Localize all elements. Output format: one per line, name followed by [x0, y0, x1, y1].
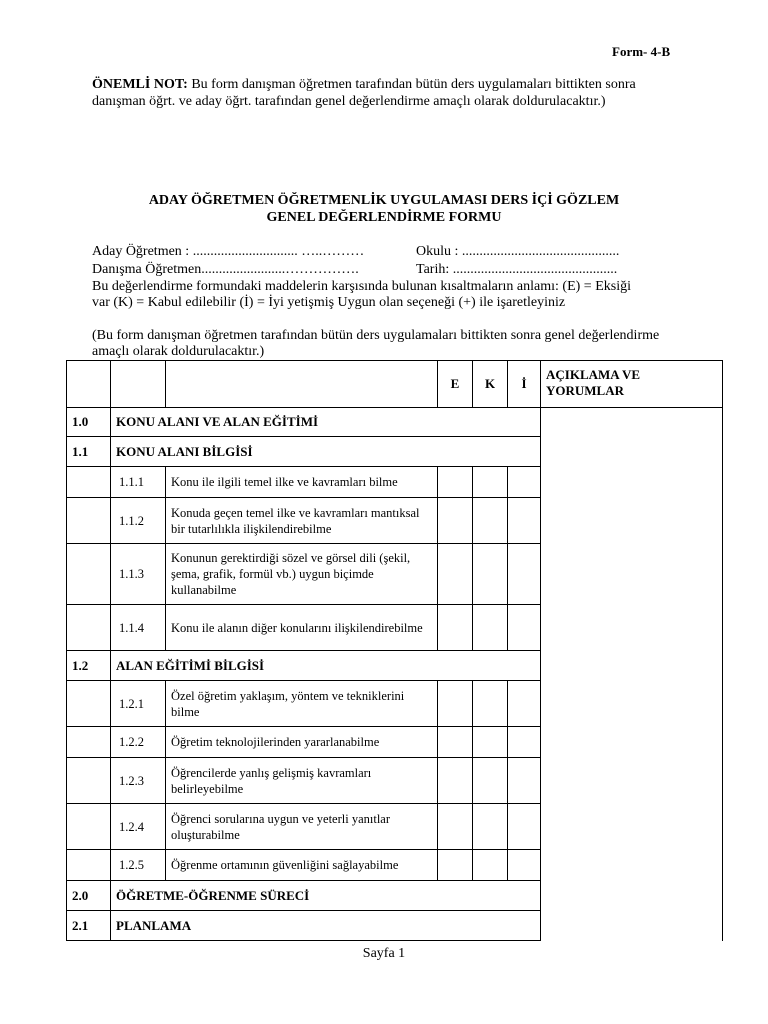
header-k: K [473, 361, 508, 408]
item-number: 1.2.2 [111, 727, 166, 758]
item-text: Konuda geçen temel ilke ve kavramları mantıksal bir tutarlılıkla ilişkilendirebilme [166, 498, 438, 544]
form-code: Form- 4-B [612, 44, 671, 59]
row-spacer [67, 850, 111, 881]
subsection-number: 1.1 [67, 437, 111, 467]
header-empty-2 [111, 361, 166, 408]
checkbox-e[interactable] [438, 605, 473, 651]
checkbox-i[interactable] [508, 681, 541, 727]
row-spacer [67, 467, 111, 498]
checkbox-e[interactable] [438, 681, 473, 727]
checkbox-k[interactable] [473, 758, 508, 804]
tarih-field: Tarih: ............................................... [416, 262, 618, 277]
item-text: Konu ile alanın diğer konularını ilişkilendirebilme [166, 605, 438, 651]
checkbox-i[interactable] [508, 804, 541, 850]
checkbox-e[interactable] [438, 544, 473, 605]
item-text: Öğretim teknolojilerinden yararlanabilme [166, 727, 438, 758]
note-label: ÖNEMLİ NOT: [92, 77, 188, 92]
header-empty-1 [67, 361, 111, 408]
checkbox-k[interactable] [473, 727, 508, 758]
checkbox-e[interactable] [438, 804, 473, 850]
item-text: Öğrencilerde yanlış gelişmiş kavramları belirleyebilme [166, 758, 438, 804]
subsection-number: 2.1 [67, 911, 111, 941]
item-number: 1.2.4 [111, 804, 166, 850]
checkbox-k[interactable] [473, 544, 508, 605]
abbreviation-explanation: Bu değerlendirme formundaki maddelerin karşısında bulunan kısaltmaların anlamı: (E) = Eksiği var (K) = Kabul edilebilir (İ) = İyi yetişmiş Uygun olan seçeneği (+) ile işaretleyiniz [92, 279, 631, 310]
checkbox-i[interactable] [508, 850, 541, 881]
evaluation-table [66, 360, 723, 941]
form-usage-note: (Bu form danışman öğretmen tarafından bütün ders uygulamaları bittikten sonra genel değerlendirme amaçlı olarak doldurulacaktır.) [92, 328, 660, 359]
header-comments: AÇIKLAMA VE YORUMLAR [541, 361, 723, 408]
row-spacer [67, 605, 111, 651]
item-text: Öğrenme ortamının güvenliğini sağlayabilme [166, 850, 438, 881]
header-e: E [438, 361, 473, 408]
checkbox-i[interactable] [508, 544, 541, 605]
section-row [67, 408, 723, 437]
item-number: 1.1.1 [111, 467, 166, 498]
checkbox-e[interactable] [438, 758, 473, 804]
subsection-title: PLANLAMA [111, 911, 541, 941]
checkbox-i[interactable] [508, 467, 541, 498]
item-number: 1.1.3 [111, 544, 166, 605]
checkbox-i[interactable] [508, 758, 541, 804]
section-title: KONU ALANI VE ALAN EĞİTİMİ [111, 408, 541, 437]
checkbox-k[interactable] [473, 804, 508, 850]
note-text: Bu form danışman öğretmen tarafından bütün ders uygulamaları bittikten sonra danışman öğrt. ve aday öğrt. tarafından genel değerlendirme amaçlı olarak doldurulacaktır.) [92, 77, 636, 109]
item-number: 1.1.2 [111, 498, 166, 544]
checkbox-k[interactable] [473, 467, 508, 498]
danisma-ogretmen-field: Danışma Öğretmen........................……………. [92, 262, 359, 277]
item-text: Konu ile ilgili temel ilke ve kavramları bilme [166, 467, 438, 498]
checkbox-e[interactable] [438, 727, 473, 758]
subsection-number: 1.2 [67, 651, 111, 681]
section-number: 1.0 [67, 408, 111, 437]
checkbox-k[interactable] [473, 681, 508, 727]
form-title-line1: ADAY ÖĞRETMEN ÖĞRETMENLİK UYGULAMASI DERS İÇİ GÖZLEM [148, 193, 620, 208]
header-empty-3 [166, 361, 438, 408]
item-text: Öğrenci sorularına uygun ve yeterli yanıtlar oluşturabilme [166, 804, 438, 850]
form-title-line2: GENEL DEĞERLENDİRME FORMU [266, 210, 502, 225]
checkbox-i[interactable] [508, 498, 541, 544]
checkbox-i[interactable] [508, 605, 541, 651]
table-header-row [67, 361, 723, 408]
item-number: 1.2.1 [111, 681, 166, 727]
checkbox-e[interactable] [438, 467, 473, 498]
checkbox-e[interactable] [438, 498, 473, 544]
section-title: ÖĞRETME-ÖĞRENME SÜRECİ [111, 881, 541, 911]
okulu-field: Okulu : ............................................. [416, 244, 620, 259]
checkbox-i[interactable] [508, 727, 541, 758]
item-number: 1.2.5 [111, 850, 166, 881]
subsection-title: KONU ALANI BİLGİSİ [111, 437, 541, 467]
subsection-title: ALAN EĞİTİMİ BİLGİSİ [111, 651, 541, 681]
page-number: Sayfa 1 [362, 946, 406, 961]
section-number: 2.0 [67, 881, 111, 911]
item-text: Konunun gerektirdiği sözel ve görsel dili (şekil, şema, grafik, formül vb.) uygun biçimde kullanabilme [166, 544, 438, 605]
row-spacer [67, 727, 111, 758]
checkbox-k[interactable] [473, 850, 508, 881]
checkbox-e[interactable] [438, 850, 473, 881]
header-i: İ [508, 361, 541, 408]
item-number: 1.2.3 [111, 758, 166, 804]
row-spacer [67, 804, 111, 850]
row-spacer [67, 498, 111, 544]
row-spacer [67, 544, 111, 605]
item-text: Özel öğretim yaklaşım, yöntem ve tekniklerini bilme [166, 681, 438, 727]
item-number: 1.1.4 [111, 605, 166, 651]
row-spacer [67, 758, 111, 804]
row-spacer [67, 681, 111, 727]
checkbox-k[interactable] [473, 605, 508, 651]
checkbox-k[interactable] [473, 498, 508, 544]
aday-ogretmen-field: Aday Öğretmen : .............................. …..……… [92, 244, 365, 259]
important-note [92, 76, 692, 110]
comments-cell[interactable] [541, 408, 723, 941]
